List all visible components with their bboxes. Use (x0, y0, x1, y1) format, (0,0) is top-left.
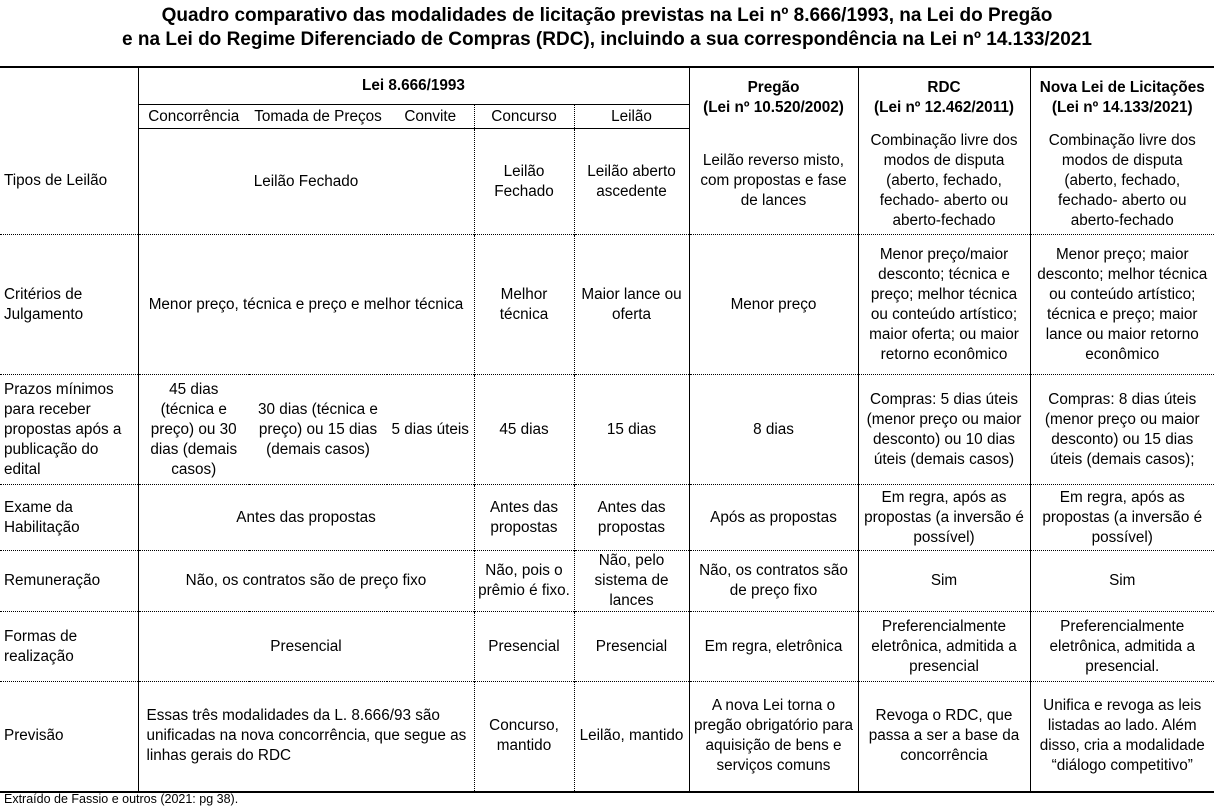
cell-formas-rdc: Preferencialmente eletrônica, admitida a presencial (858, 612, 1030, 682)
table-row-previsao (0, 682, 1214, 792)
cell-remuneracao-nova-lei: Sim (1030, 551, 1214, 612)
row-label-tipos: Tipos de Leilão (4, 172, 108, 190)
cell-previsao-rdc: Revoga o RDC, que passa a ser a base da concorrência (858, 682, 1030, 792)
row-label-criterios: Critérios de Julgamento (0, 235, 138, 375)
cell-tipos-pregao: Leilão reverso misto, com propostas e fase de lances (689, 129, 858, 235)
cell-previsao-concurso: Concurso, mantido (474, 682, 574, 792)
cell-prazos-concorrencia: 45 dias (técnica e preço) ou 30 dias (demais casos) (138, 375, 249, 485)
cell-remuneracao-lei-8666: Não, os contratos são de preço fixo (138, 551, 474, 612)
cell-tipos-lei-8666: Leilão Fechado (138, 129, 474, 235)
cell-exame-lei-8666: Antes das propostas (138, 485, 474, 551)
table-row-remuneracao (0, 551, 1214, 612)
table-row-tipos (0, 129, 1214, 235)
row-label-prazos: Prazos mínimos para receber propostas após a publicação do edital (0, 375, 138, 485)
cell-prazos-rdc: Compras: 5 dias úteis (menor preço ou maior desconto) ou 10 dias úteis (demais casos) (858, 375, 1030, 485)
cell-criterios-lei-8666: Menor preço, técnica e preço e melhor técnica (138, 235, 474, 375)
header-nova-lei-name: Nova Lei de Licitações (1039, 79, 1205, 97)
cell-remuneracao-leilao: Não, pelo sistema de lances (574, 551, 689, 612)
row-label-formas: Formas de realização (0, 612, 138, 682)
cell-prazos-leilao: 15 dias (574, 375, 689, 485)
source-footnote: Extraído de Fassio e outros (2021: pg 38). (4, 792, 239, 806)
cell-tipos-leilao: Leilão aberto ascedente (574, 129, 689, 235)
cell-criterios-pregao: Menor preço (689, 235, 858, 375)
header-empty-cell (0, 67, 138, 129)
cell-prazos-tomada-de-precos: 30 dias (técnica e preço) ou 15 dias (demais casos) (249, 375, 387, 485)
header-rdc-name: RDC (927, 79, 961, 97)
header-rdc (858, 67, 1030, 129)
title-line-1: Quadro comparativo das modalidades de licitação previstas na Lei nº 8.666/1993, na Lei do Pregão (161, 5, 1053, 26)
cell-remuneracao-concurso: Não, pois o prêmio é fixo. (474, 551, 574, 612)
cell-prazos-nova-lei: Compras: 8 dias úteis (menor preço ou maior desconto) ou 15 dias úteis (demais casos); (1030, 375, 1214, 485)
cell-formas-lei-8666: Presencial (138, 612, 474, 682)
table-row-exame (0, 485, 1214, 551)
cell-criterios-leilao: Maior lance ou oferta (574, 235, 689, 375)
header-nova-lei-law: (Lei nº 14.133/2021) (1051, 99, 1193, 117)
row-label-exame: Exame da Habilitação (0, 485, 138, 551)
header-pregao-law: (Lei nº 10.520/2002) (703, 99, 844, 117)
cell-formas-pregao: Em regra, eletrônica (689, 612, 858, 682)
table-row-prazos (0, 375, 1214, 485)
cell-formas-leilao: Presencial (574, 612, 689, 682)
cell-previsao-nova-lei: Unifica e revoga as leis listadas ao lado. Além disso, cria a modalidade “diálogo competitivo” (1030, 682, 1214, 792)
cell-prazos-concurso: 45 dias (474, 375, 574, 485)
cell-criterios-nova-lei: Menor preço; maior desconto; melhor técnica ou conteúdo artístico; técnica e preço; maior lance ou maior retorno econômico (1030, 235, 1214, 375)
row-label-remuneracao: Remuneração (0, 551, 138, 612)
page-title (0, 4, 1214, 52)
cell-previsao-leilao: Leilão, mantido (574, 682, 689, 792)
cell-previsao-pregao: A nova Lei torna o pregão obrigatório para aquisição de bens e serviços comuns (689, 682, 858, 792)
cell-prazos-convite: 5 dias úteis (387, 375, 474, 485)
table-row-formas (0, 612, 1214, 682)
subheader-concurso: Concurso (474, 105, 574, 129)
row-label-previsao: Previsão (0, 682, 138, 792)
cell-exame-nova-lei: Em regra, após as propostas (a inversão é possível) (1030, 485, 1214, 551)
header-pregao-name: Pregão (747, 79, 800, 97)
cell-formas-concurso: Presencial (474, 612, 574, 682)
subheader-tomada-de-precos: Tomada de Preços (249, 105, 387, 129)
comparison-table (0, 66, 1214, 793)
header-nova-lei (1030, 67, 1214, 129)
subheader-concorrencia: Concorrência (138, 105, 249, 129)
cell-previsao-lei-8666: Essas três modalidades da L. 8.666/93 são unificadas na nova concorrência, que segue as linhas gerais do RDC (138, 682, 474, 792)
header-pregao (689, 67, 858, 129)
cell-exame-rdc: Em regra, após as propostas (a inversão é possível) (858, 485, 1030, 551)
subheader-convite: Convite (387, 105, 474, 129)
table-row-criterios (0, 235, 1214, 375)
cell-prazos-pregao: 8 dias (689, 375, 858, 485)
subheader-leilao: Leilão (574, 105, 689, 129)
cell-criterios-rdc: Menor preço/maior desconto; técnica e preço; melhor técnica ou conteúdo artístico; maior oferta; ou maior retorno econômico (858, 235, 1030, 375)
cell-remuneracao-rdc: Sim (858, 551, 1030, 612)
cell-formas-nova-lei: Preferencialmente eletrônica, admitida a presencial. (1030, 612, 1214, 682)
title-line-2: e na Lei do Regime Diferenciado de Compras (RDC), incluindo a sua correspondência na Lei nº 14.133/2021 (122, 29, 1092, 50)
cell-criterios-concurso: Melhor técnica (474, 235, 574, 375)
header-lei-8666: Lei 8.666/1993 (138, 67, 689, 105)
header-rdc-law: (Lei nº 12.462/2011) (874, 99, 1014, 117)
cell-tipos-concurso: Leilão Fechado (474, 129, 574, 235)
cell-tipos-rdc: Combinação livre dos modos de disputa (aberto, fechado, fechado- aberto ou aberto-fechado (858, 129, 1030, 235)
cell-tipos-nova-lei: Combinação livre dos modos de disputa (aberto, fechado, fechado- aberto ou aberto-fechado (1030, 129, 1214, 235)
header-row-1 (0, 67, 1214, 105)
cell-exame-pregao: Após as propostas (689, 485, 858, 551)
cell-exame-concurso: Antes das propostas (474, 485, 574, 551)
cell-remuneracao-pregao: Não, os contratos são de preço fixo (689, 551, 858, 612)
cell-exame-leilao: Antes das propostas (574, 485, 689, 551)
